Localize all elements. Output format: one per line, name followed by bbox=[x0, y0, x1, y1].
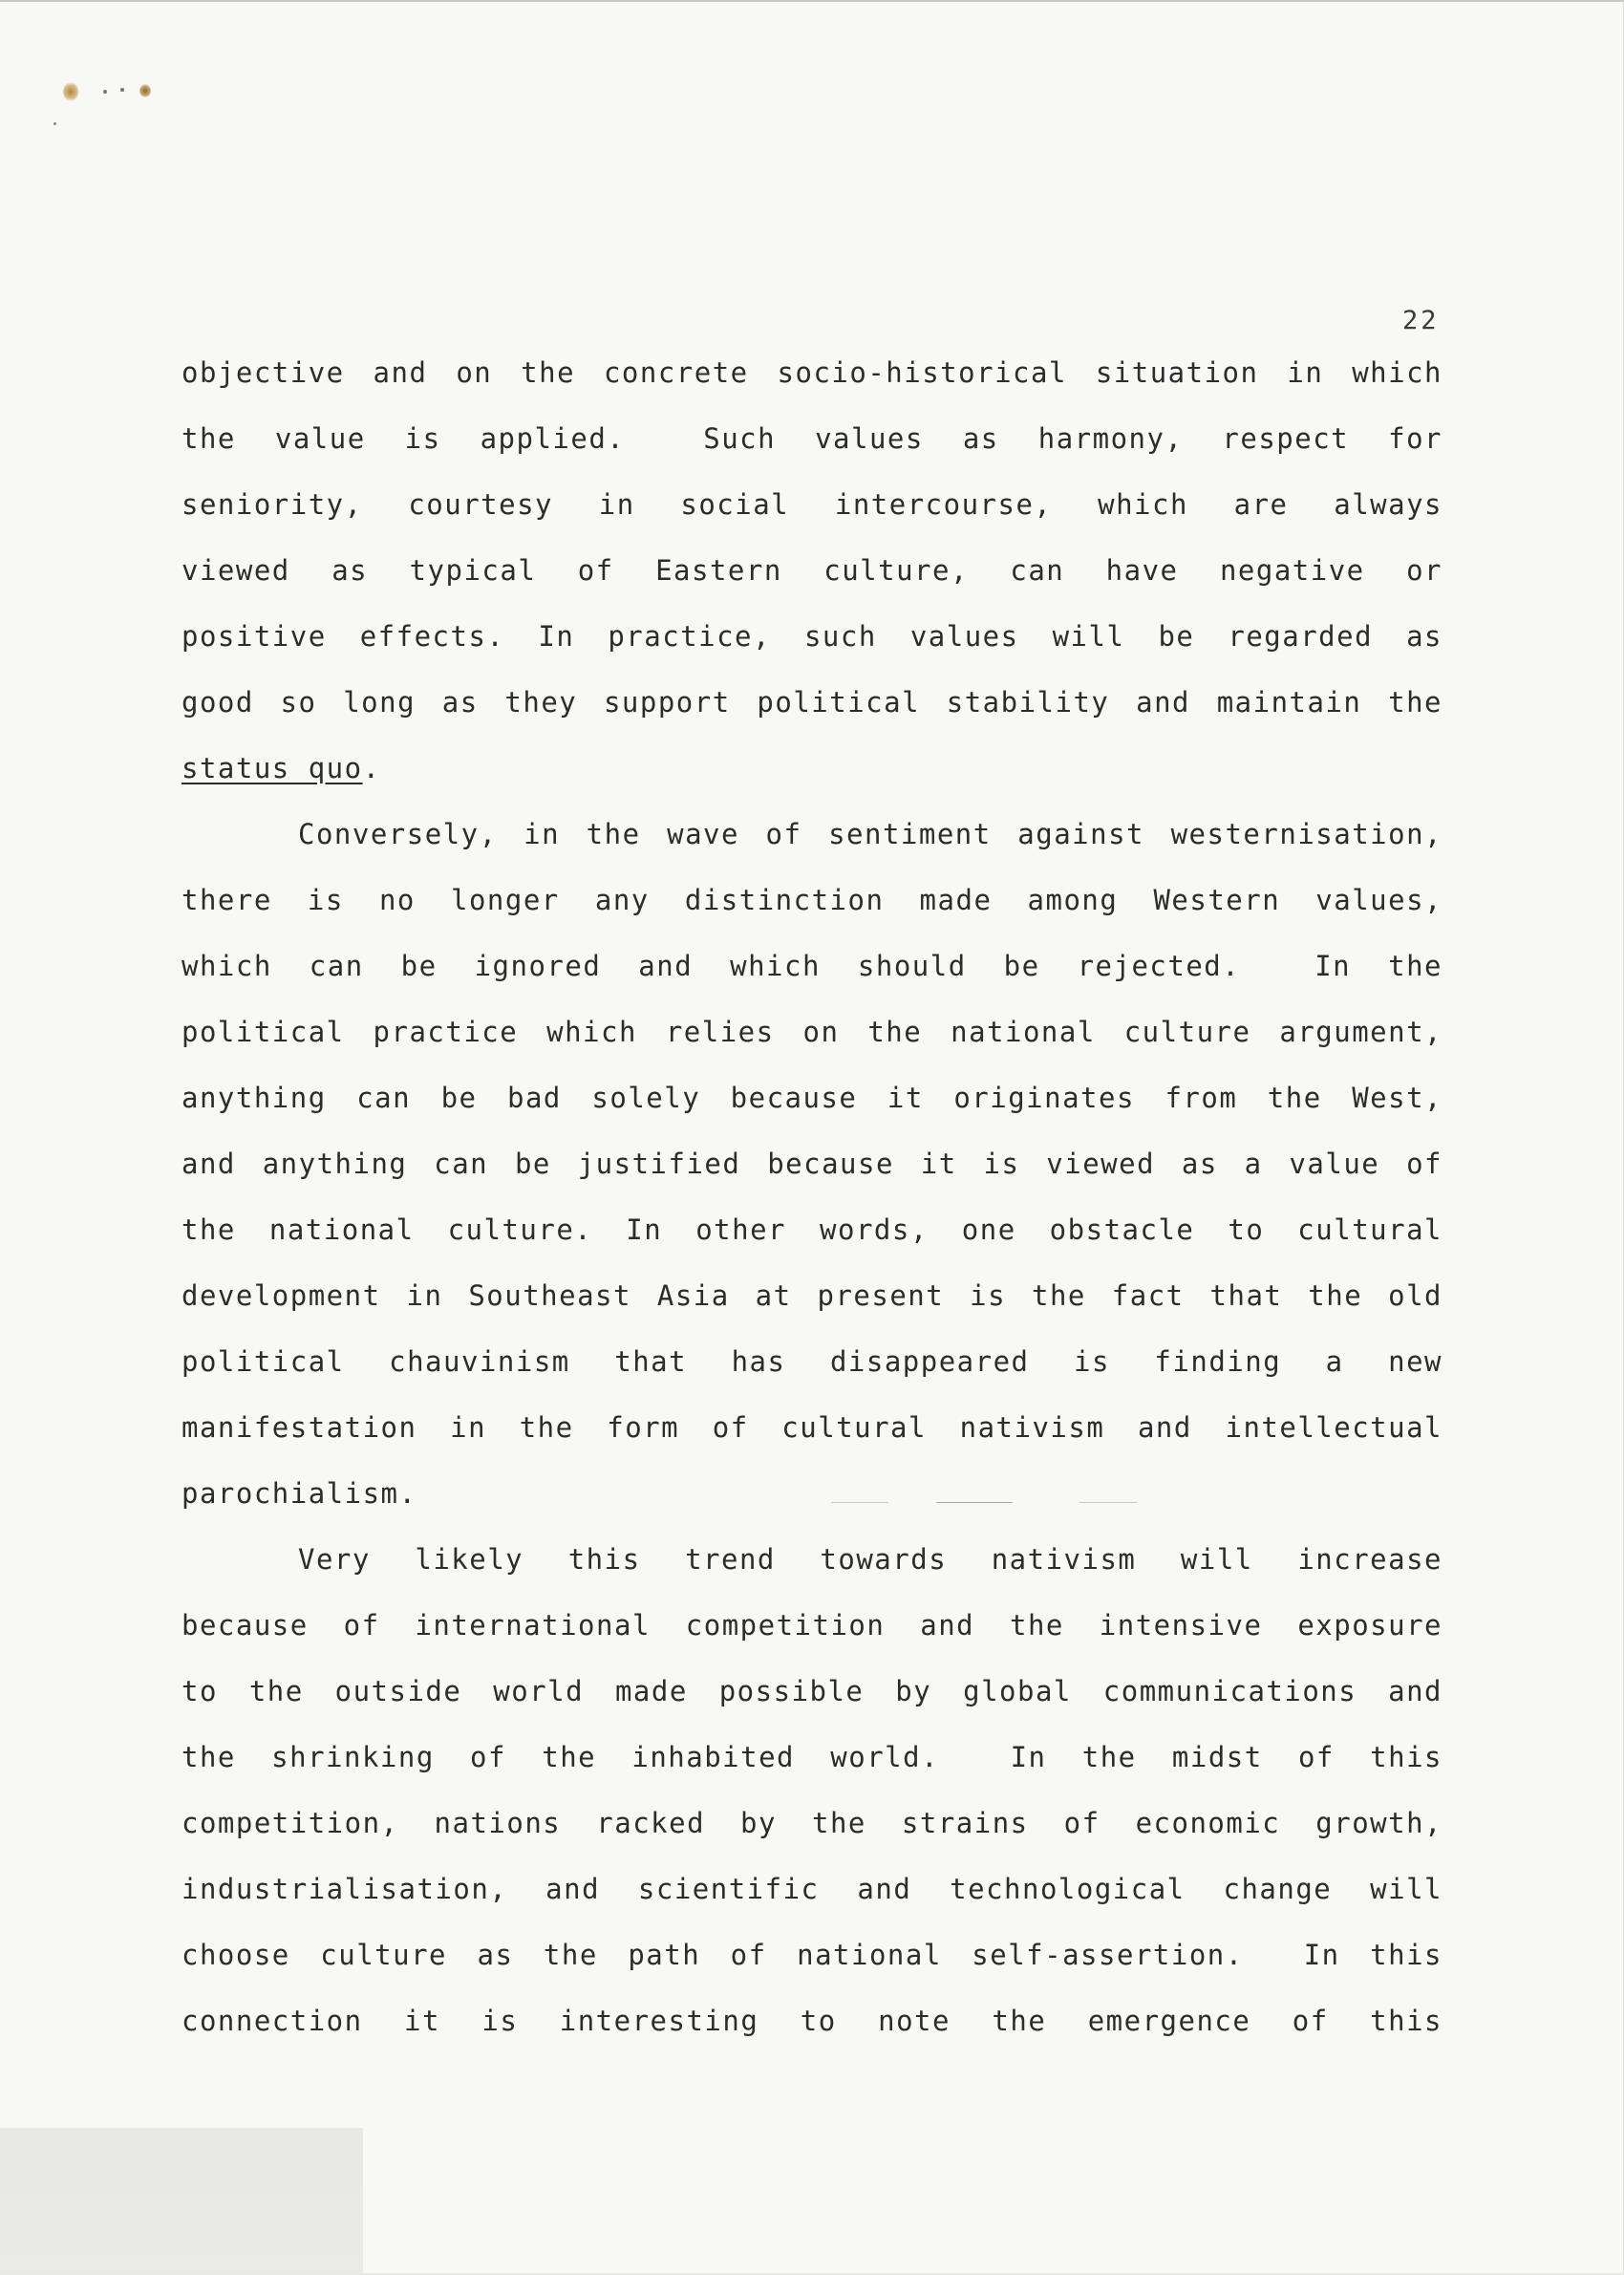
text-line: manifestation in the form of cultural nativism and intellectual bbox=[182, 1411, 1442, 1444]
underlined-phrase: status quo bbox=[182, 752, 363, 784]
text-line: to the outside world made possible by global communications and bbox=[182, 1675, 1442, 1707]
page-number: 22 bbox=[1402, 306, 1440, 335]
scan-artifact bbox=[936, 1502, 1013, 1503]
scan-artifact bbox=[1079, 1502, 1137, 1503]
text-line: good so long as they support political stability and maintain the bbox=[182, 686, 1442, 719]
stain-mark bbox=[120, 88, 124, 92]
punctuation: . bbox=[362, 752, 381, 784]
text-line bbox=[182, 749, 1442, 815]
text-line: the national culture. In other words, one obstacle to cultural bbox=[182, 1213, 1442, 1246]
text-line: positive effects. In practice, such values will be regarded as bbox=[182, 620, 1442, 653]
body-text bbox=[182, 354, 1442, 2068]
text-line: the value is applied. Such values as harmony, respect for bbox=[182, 422, 1442, 455]
text-line: development in Southeast Asia at present is the fact that the old bbox=[182, 1279, 1442, 1312]
text-line: anything can be bad solely because it originates from the West, bbox=[182, 1082, 1442, 1114]
text-line: parochialism. bbox=[182, 1477, 417, 1510]
text-line: and anything can be justified because it is viewed as a value of bbox=[182, 1148, 1442, 1180]
text-line: which can be ignored and which should be rejected. In the bbox=[182, 950, 1442, 982]
text-line: because of international competition and the intensive exposure bbox=[182, 1609, 1442, 1642]
text-line: choose culture as the path of national self-assertion. In this bbox=[182, 1939, 1442, 1971]
text-line: objective and on the concrete socio-historical situation in which bbox=[182, 356, 1442, 389]
text-line: political chauvinism that has disappeared is finding a new bbox=[182, 1345, 1442, 1378]
text-line: competition, nations racked by the strains of economic growth, bbox=[182, 1807, 1442, 1839]
scan-shadow bbox=[0, 2128, 363, 2275]
text-line: industrialisation, and scientific and technological change will bbox=[182, 1873, 1442, 1905]
stain-mark bbox=[103, 90, 107, 94]
text-line: seniority, courtesy in social intercourse, which are always bbox=[182, 488, 1442, 521]
stain-mark bbox=[53, 122, 56, 125]
text-line: Conversely, in the wave of sentiment against westernisation, bbox=[298, 818, 1442, 850]
text-line: political practice which relies on the national culture argument, bbox=[182, 1016, 1442, 1048]
text-line: the shrinking of the inhabited world. In the midst of this bbox=[182, 1741, 1442, 1773]
text-line: Very likely this trend towards nativism will increase bbox=[298, 1543, 1442, 1576]
text-line: connection it is interesting to note the emergence of this bbox=[182, 2005, 1442, 2037]
stain-mark bbox=[63, 82, 78, 101]
stain-mark bbox=[139, 84, 151, 97]
text-line: viewed as typical of Eastern culture, can have negative or bbox=[182, 554, 1442, 587]
text-line: there is no longer any distinction made among Western values, bbox=[182, 884, 1442, 916]
scan-artifact bbox=[831, 1502, 888, 1503]
